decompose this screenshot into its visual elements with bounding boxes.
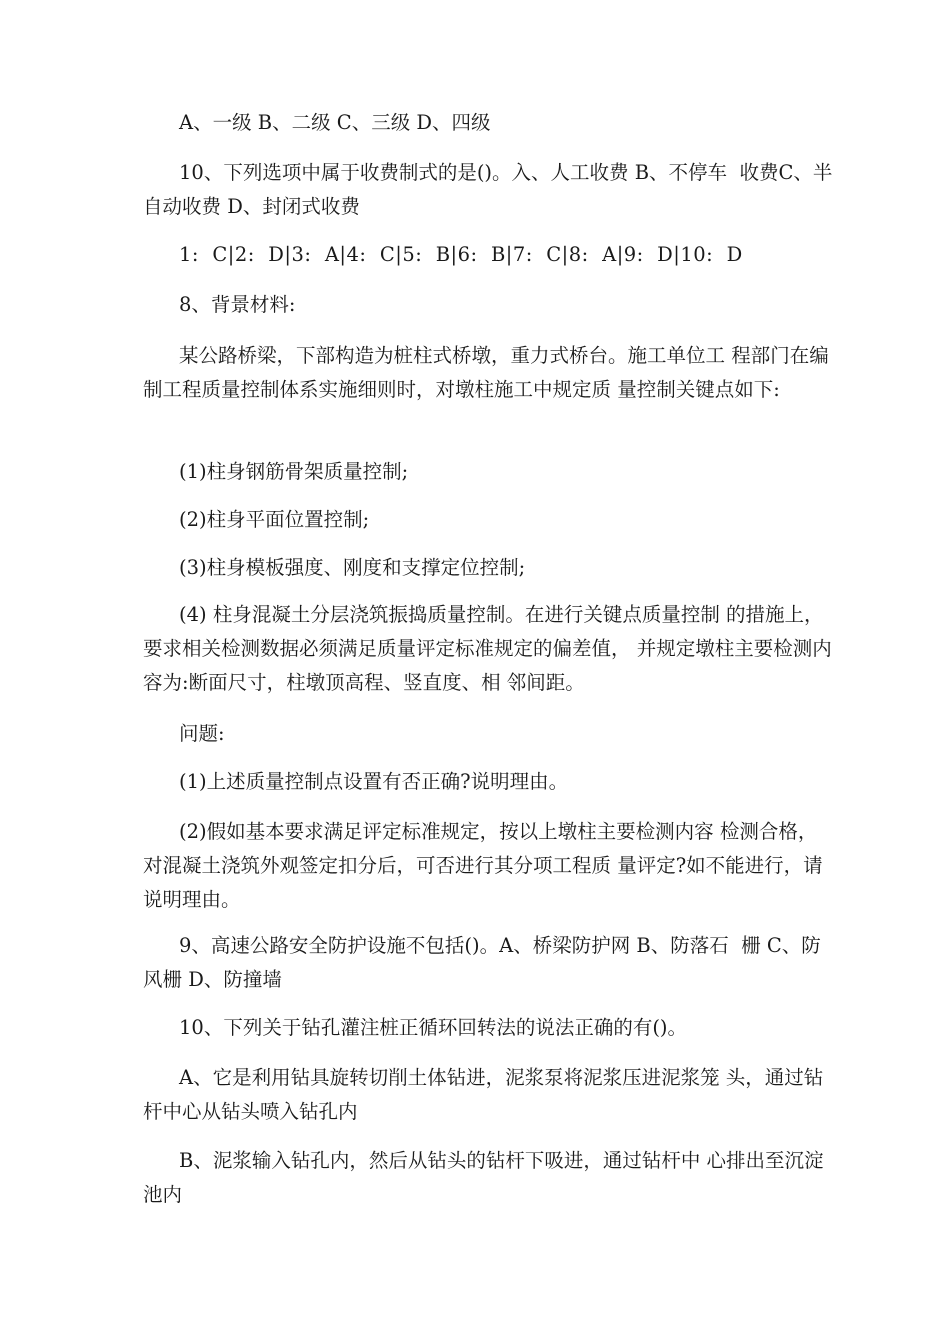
question-10-toll-system: 10、下列选项中属于收费制式的是()。入、人工收费 B、不停车 收费C、半自动收费 D、封闭式收费 [143, 161, 833, 218]
question-10-drilling: 10、下列关于钻孔灌注桩正循环回转法的说法正确的有()。 [179, 1016, 688, 1039]
question-8-heading: 8、背景材料: [179, 293, 296, 316]
questions-heading: 问题: [179, 722, 225, 745]
answer-key: 1: C|2: D|3: A|4: C|5: B|6: B|7: C|8: A|9: D|10: D [179, 243, 743, 266]
control-point-3: (3)柱身模板强度、刚度和支撑定位控制; [179, 556, 526, 579]
question-1: (1)上述质量控制点设置有否正确?说明理由。 [179, 770, 569, 793]
option-line-grades: A、一级 B、二级 C、三级 D、四级 [179, 111, 491, 134]
option-a: A、它是利用钻具旋转切削土体钻进，泥浆泵将泥浆压进泥浆笼 头，通过钻杆中心从钻头喷入钻孔内 [143, 1066, 824, 1123]
background-material: 某公路桥梁，下部构造为桩柱式桥墩，重力式桥台。施工单位工 程部门在编制工程质量控制体系实施细则时，对墩柱施工中规定质 量控制关键点如下: [143, 344, 829, 401]
control-point-1: (1)柱身钢筋骨架质量控制; [179, 460, 409, 483]
question-2: (2)假如基本要求满足评定标准规定，按以上墩柱主要检测内容 检测合格，对混凝土浇筑外观签定扣分后，可否进行其分项工程质 量评定?如不能进行，请说明理由。 [143, 820, 823, 911]
control-point-2: (2)柱身平面位置控制; [179, 508, 370, 531]
question-9-safety-facilities: 9、高速公路安全防护设施不包括()。A、桥梁防护网 B、防落石 栅 C、防风栅 D、防撞墙 [143, 934, 821, 991]
control-point-4: (4) 柱身混凝土分层浇筑振捣质量控制。在进行关键点质量控制 的措施上，要求相关检测数据必须满足质量评定标准规定的偏差值， 并规定墩柱主要检测内容为:断面尺寸，柱墩顶高程、竖直度、相 邻间距。 [143, 603, 832, 694]
option-b: B、泥浆输入钻孔内，然后从钻头的钻杆下吸进，通过钻杆中 心排出至沉淀池内 [143, 1149, 824, 1206]
